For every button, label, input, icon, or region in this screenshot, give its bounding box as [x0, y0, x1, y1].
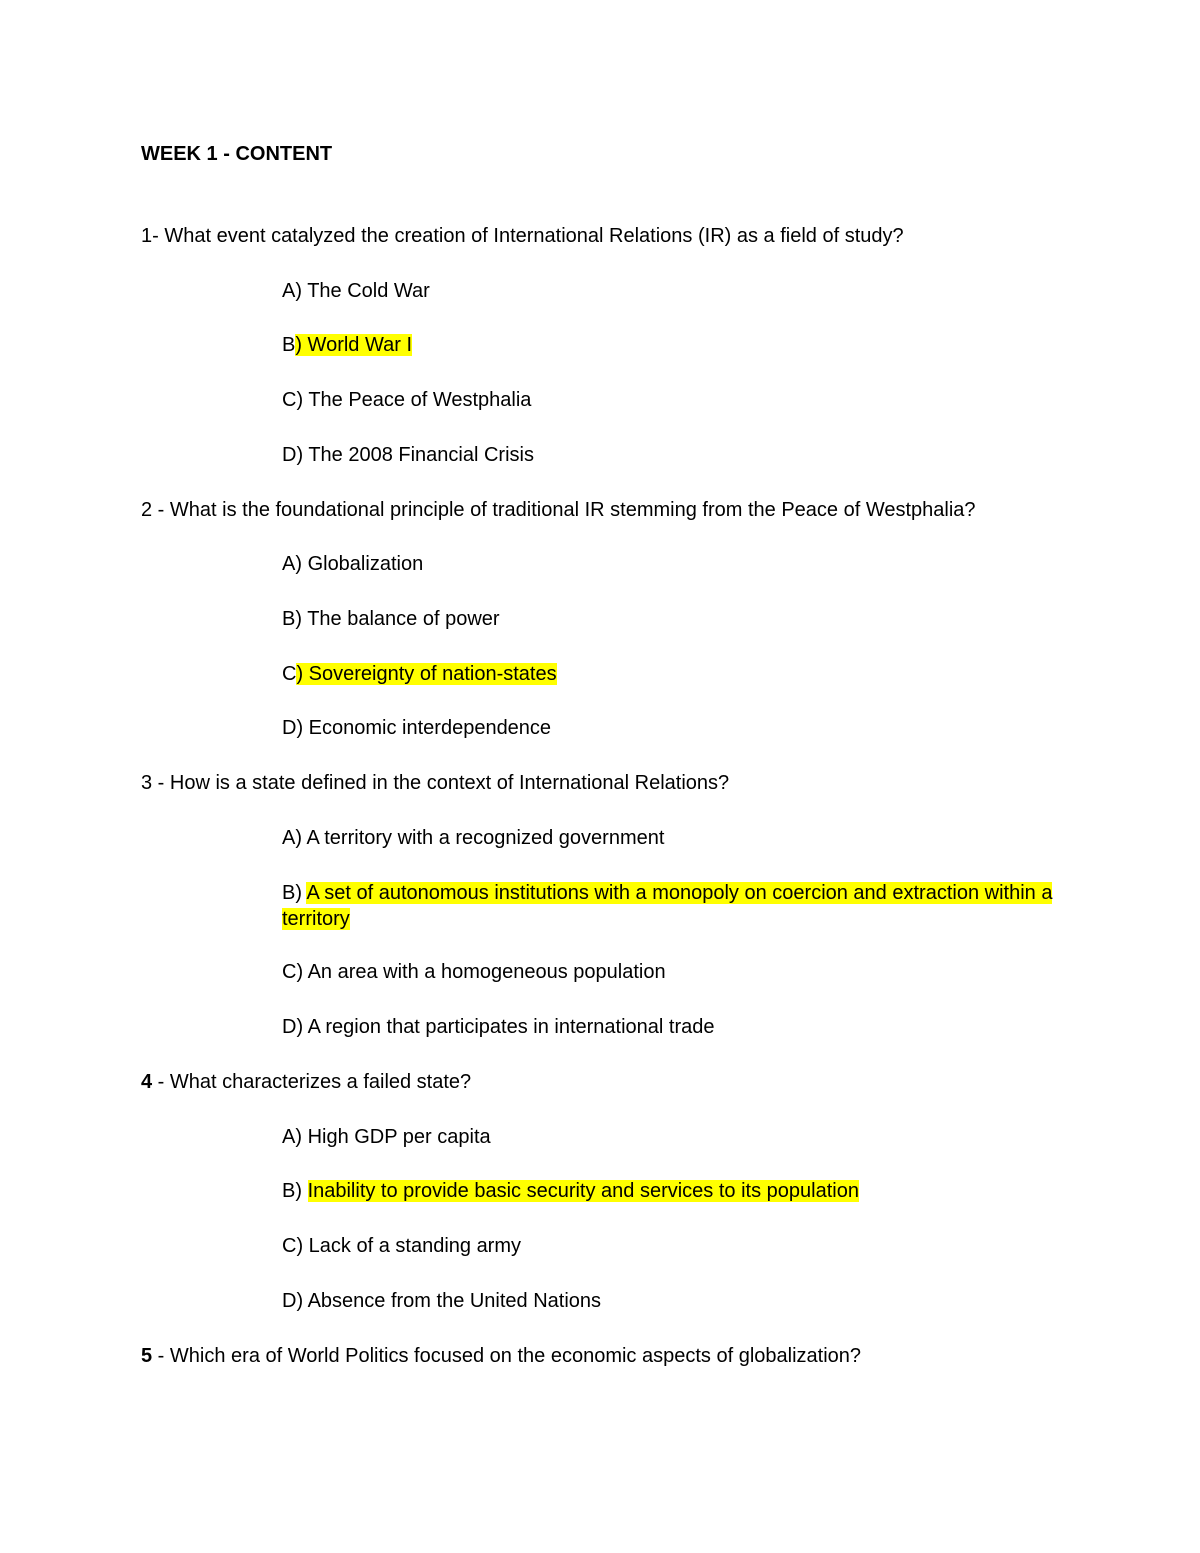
option-prefix: C [282, 663, 297, 685]
option-prefix: B) [282, 1180, 308, 1202]
option-text: The Peace of Westphalia [308, 389, 532, 411]
option-2c [282, 661, 557, 687]
option-4b [282, 1178, 859, 1204]
question-separator: - [152, 1345, 170, 1367]
question-text: How is a state defined in the context of International Relations? [169, 772, 730, 794]
question-5 [141, 1343, 861, 1369]
option-text: The 2008 Financial Crisis [308, 444, 534, 466]
option-3d [282, 1014, 715, 1040]
option-text-highlighted: ) World War I [295, 334, 413, 356]
option-text: High GDP per capita [307, 1126, 491, 1148]
option-prefix: C) [282, 961, 308, 983]
question-number: 2 [141, 499, 153, 521]
question-text: What is the foundational principle of traditional IR stemming from the Peace of Westphalia? [169, 499, 976, 521]
option-prefix: C) [282, 1235, 309, 1257]
option-prefix: A) [282, 827, 307, 849]
option-3a [282, 825, 664, 851]
option-1a [282, 278, 430, 304]
question-separator: - [152, 225, 165, 247]
option-text: A territory with a recognized government [306, 827, 665, 849]
page-title: WEEK 1 - CONTENT [141, 143, 333, 165]
option-prefix: B) [282, 882, 307, 904]
option-text: Absence from the United Nations [307, 1290, 602, 1312]
option-1d [282, 442, 534, 468]
option-2b [282, 606, 500, 632]
option-2a [282, 551, 423, 577]
option-prefix: B [282, 334, 296, 356]
option-text: Lack of a standing army [308, 1235, 522, 1257]
option-prefix: A) [282, 553, 308, 575]
option-prefix: D) [282, 1290, 308, 1312]
question-separator: - [152, 1071, 170, 1093]
option-4d [282, 1288, 601, 1314]
option-1b [282, 332, 412, 358]
question-number: 3 [141, 772, 153, 794]
option-text: The balance of power [307, 608, 500, 630]
question-number: 1 [141, 225, 153, 247]
option-1c [282, 387, 531, 413]
option-3c [282, 959, 666, 985]
question-separator: - [152, 772, 170, 794]
option-2d [282, 715, 551, 741]
option-prefix: C) [282, 389, 309, 411]
option-text-highlighted: A set of autonomous institutions with a monopoly on coercion and extraction within a territory [282, 882, 1053, 930]
option-text: An area with a homogeneous population [307, 961, 666, 983]
question-number: 4 [141, 1071, 153, 1093]
option-prefix: D) [282, 1016, 308, 1038]
question-text: What characterizes a failed state? [169, 1071, 472, 1093]
question-number: 5 [141, 1345, 153, 1367]
question-1 [141, 223, 904, 249]
question-text: Which era of World Politics focused on the economic aspects of globalization? [169, 1345, 862, 1367]
option-3b [282, 880, 1062, 932]
option-text: Economic interdependence [308, 717, 552, 739]
option-prefix: D) [282, 444, 309, 466]
option-text-highlighted: Inability to provide basic security and services to its population [307, 1180, 859, 1202]
question-separator: - [152, 499, 170, 521]
option-text-highlighted: ) Sovereignty of nation-states [296, 663, 557, 685]
question-2 [141, 497, 976, 523]
option-text: The Cold War [307, 280, 430, 302]
option-prefix: A) [282, 1126, 308, 1148]
option-4a [282, 1124, 491, 1150]
question-text: What event catalyzed the creation of International Relations (IR) as a field of study? [164, 225, 904, 247]
option-4c [282, 1233, 521, 1259]
option-prefix: B) [282, 608, 308, 630]
option-prefix: D) [282, 717, 309, 739]
option-text: Globalization [307, 553, 424, 575]
option-text: A region that participates in international trade [307, 1016, 715, 1038]
option-prefix: A) [282, 280, 308, 302]
question-3 [141, 770, 729, 796]
question-4 [141, 1069, 471, 1095]
